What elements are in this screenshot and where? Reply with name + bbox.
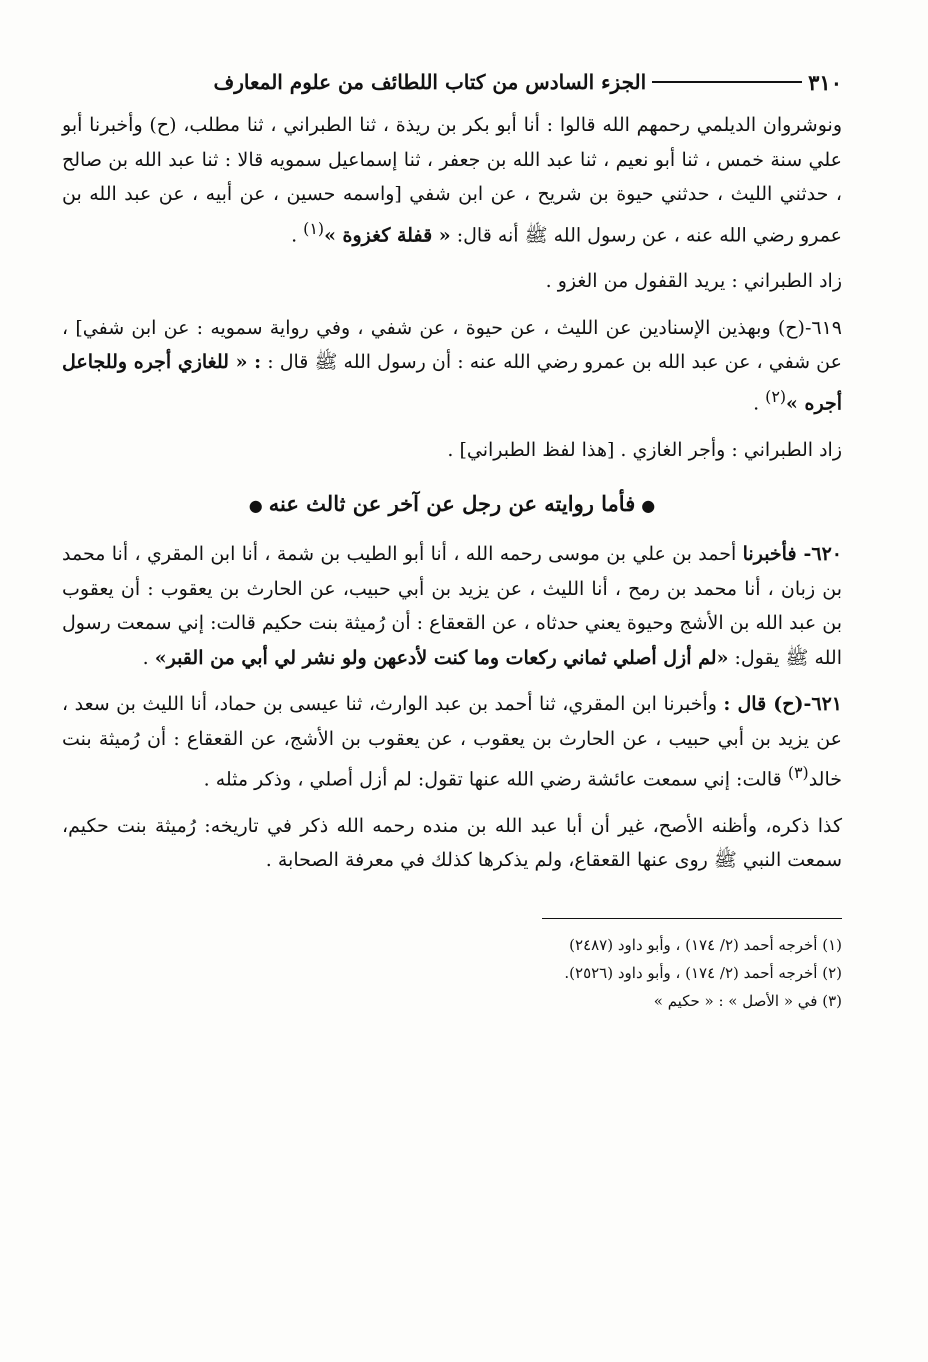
book-page <box>62 62 842 1015</box>
hadith-quote: « قفلة كغزوة » <box>324 223 451 246</box>
paragraph-text: أحمد بن علي بن موسى رحمه الله ، أنا أبو الطيب بن شمة ، أنا ابن المقري ، أنا محمد بن زبان ، أنا محمد بن رمح ، أنا الليث ، عن يزيد بن أبي حبيب، عن الحارث بن يعقوب : أن يعقوب بن عبد الله بن الأشج وحيوة يعني حدثاه ، عن القعقاع : أن رُميثة بنت حكيم قالت: إني سمعت رسول الله ﷺ يقول: <box>62 543 842 669</box>
footnote-marker-1: (١) <box>303 218 325 238</box>
paragraph-commentary <box>62 809 842 878</box>
page-header <box>62 62 842 102</box>
paragraph-text: وأخبرنا ابن المقري، ثنا أحمد بن عبد الوارث، ثنا عيسى بن حماد، أنا الليث بن سعد ، عن يزيد بن أبي حبيب ، عن الحارث بن يعقوب ، عن يعقوب بن الأشج، عن القعقاع : أن رُميثة بنت خالد <box>62 693 842 791</box>
hadith-quote: «لم أزل أصلي ثماني ركعات وما كنت لأدعهن ولو نشر لي أبي من القبر» <box>154 646 729 669</box>
page-number: ٣١٠ <box>808 69 842 95</box>
bullet-icon: ● <box>248 496 263 516</box>
footnote-marker-2: (٢) <box>765 386 787 406</box>
hadith-quote: : « للغازي أجره وللجاعل أجره » <box>62 351 842 415</box>
footnote-3: (٣) في « الأصل » : « حكيم » <box>653 992 842 1011</box>
page-body <box>62 108 842 878</box>
header-rule <box>652 81 802 83</box>
paragraph-hadith-620 <box>62 537 842 675</box>
paragraph-text: زاد الطبراني : يريد القفول من الغزو . <box>545 270 842 293</box>
paragraph-text: ٦١٩-(ح) وبهذين الإسنادين عن الليث ، عن حيوة ، عن شفي ، وفي رواية سمويه : عن ابن شفي] ، عن شفي ، عن عبد الله بن عمرو رضي الله عنه : أن رسول الله ﷺ قال : <box>62 316 842 374</box>
paragraph-end: . <box>753 392 766 415</box>
section-heading <box>62 487 842 523</box>
running-title: الجزء السادس من كتاب اللطائف من علوم المعارف <box>213 70 647 94</box>
section-heading-text: فأما روايته عن رجل عن آخر عن ثالث عنه <box>268 491 636 517</box>
footnotes <box>62 931 842 1015</box>
paragraph-lead: ٦٢٠- فأخبرنا <box>742 543 842 566</box>
footnote-2: (٢) أخرجه أحمد (٢/ ١٧٤) ، وأبو داود (٢٥٢٦). <box>564 964 842 983</box>
paragraph-text: كذا ذكره، وأظنه الأصح، غير أن أبا عبد الله بن منده رحمه الله ذكر في تاريخه: رُميثة بنت حكيم، سمعت النبي ﷺ روى عنها القعقاع، ولم يذكرها كذلك في معرفة الصحابة . <box>62 814 843 872</box>
paragraph-text: ونوشروان الديلمي رحمهم الله قالوا : أنا أبو بكر بن ريذة ، ثنا الطبراني ، ثنا مطلب، (ح) وأخبرنا أبو علي سنة خمس ، ثنا أبو نعيم ، ثنا عبد الله بن جعفر ، ثنا إسماعيل سمويه قالا : ثنا عبد الله بن صالح ، حدثني الليث ، حدثني حيوة بن شريح ، عن ابن شفي [واسمه حسين ، عن أبيه ، عن عبد الله بن عمرو رضي الله عنه ، عن رسول الله ﷺ أنه قال: <box>62 114 842 246</box>
footnote-1: (١) أخرجه أحمد (٢/ ١٧٤) ، وأبو داود (٢٤٨٧) <box>569 936 842 955</box>
paragraph-lead: ٦٢١-(ح) قال : <box>723 693 842 716</box>
footnote-rule <box>542 918 842 920</box>
paragraph-hadith-621 <box>62 687 842 797</box>
paragraph-text-continued: قالت: إني سمعت عائشة رضي الله عنها تقول: لم أزل أصلي ، وذكر مثله . <box>203 768 788 791</box>
paragraph-hadith-isnad <box>62 108 842 252</box>
footnote-marker-3: (٣) <box>787 763 809 783</box>
paragraph-tabarani-addition <box>62 264 842 299</box>
paragraph-hadith-619 <box>62 311 842 421</box>
paragraph-end: . <box>142 646 155 669</box>
paragraph-tabarani-addition-2 <box>62 433 842 468</box>
paragraph-text: زاد الطبراني : وأجر الغازي . [هذا لفظ الطبراني] . <box>447 438 842 461</box>
bullet-icon: ● <box>641 496 656 516</box>
paragraph-end: . <box>291 223 304 246</box>
